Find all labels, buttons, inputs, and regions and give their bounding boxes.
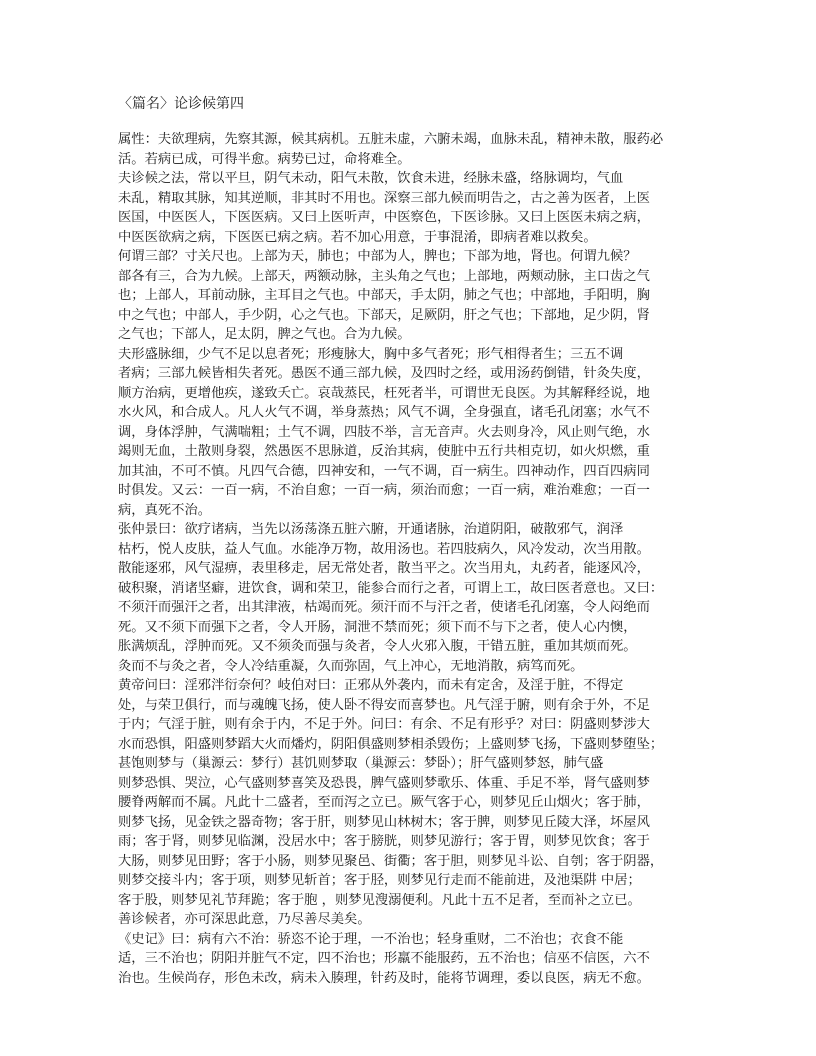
text-line: 善诊候者，亦可深思此意，乃尽善尽美矣。 (118, 912, 371, 927)
text-line: 夫形盛脉细，少气不足以息者死；形瘦脉大，胸中多气者死；形气相得者生；三五不调 (118, 346, 624, 362)
text-line: 甚饱则梦与（巢源云：梦行）甚饥则梦取（巢源云：梦卧）；肝气盛则梦怒，肺气盛 (118, 756, 604, 771)
document-page (118, 94, 698, 988)
text-line: 时俱发。又云：一百一病，不治自愈；一百一病，须治而愈；一百一病，难治难愈；一百一 (118, 483, 650, 498)
text-line: 处，与荣卫俱行，而与魂魄飞扬，使人卧不得安而喜梦也。凡气淫于腑，则有余于外，不足 (118, 697, 650, 713)
text-line: 胀满烦乱，浮肿而死。又不须灸而强与灸者，令人火邪入腹，干错五脏，重加其烦而死。 (118, 639, 637, 654)
text-line: 未乱，精取其脉，知其逆顺，非其时不用也。深察三部九候而明告之，古之善为医者，上医 (118, 190, 650, 206)
text-line: 中之气也；中部人，手少阴，心之气也。下部天，足厥阴，肝之气也；下部地，足少阴，肾 (118, 307, 650, 323)
text-line: 病，真死不治。 (118, 502, 212, 518)
text-line: 中医医欲病之病，下医医已病之病。若不加心用意，于事混淆，即病者难以救矣。 (118, 229, 597, 245)
text-line: 则梦交接斗内；客于项，则梦见斩首；客于胫，则梦见行走而不能前进，及池渠阱 中居； (118, 873, 641, 888)
text-line: 治也。生候尚存，形色未改，病未入腠理，针药及时，能将节调理，委以良医，病无不愈。 (118, 970, 650, 986)
text-line: 调，身体浮肿，气满喘粗；土气不调，四肢不举，言无音声。火去则身冷，风止则气绝，水 (118, 424, 650, 440)
text-line: 大肠，则梦见田野；客于小肠，则梦见聚邑、街衢；客于胆，则梦见斗讼、自刳；客于阴器， (118, 853, 664, 869)
text-line: 雨；客于肾，则梦见临渊，没居水中；客于膀胱，则梦见游行；客于胃，则梦见饮食；客于 (118, 834, 650, 849)
text-line: 活。若病已成，可得半愈。病势已过，命将难全。 (118, 151, 411, 167)
text-line: 顺方治病，更增他疾，遂致夭亡。哀哉蒸民，枉死者半，可谓世无良医。为其解释经说，地 (118, 385, 650, 401)
text-line: 黄帝问曰：淫邪泮衍奈何？岐伯对曰：正邪从外袭内，而未有定舍，及淫于脏，不得定 (118, 678, 624, 693)
chapter-heading: 〈篇名〉论诊候第四 (118, 96, 244, 112)
text-line: 枯朽，悦人皮肤，益人气血。水能净万物，故用汤也。若四肢病久，风冷发动，次当用散。 (118, 541, 650, 557)
text-line: 医国，中医医人，下医医病。又曰上医听声，中医察色，下医诊脉。又曰上医医未病之病， (118, 210, 650, 225)
text-line: 也；上部人，耳前动脉，主耳目之气也。中部天，手太阴，肺之气也；中部地，手阳明，胸 (118, 288, 650, 303)
text-line: 灸而不与灸之者，令人冷结重凝，久而弥固，气上冲心，无地消散，病笃而死。 (118, 658, 584, 674)
text-line: 之气也；下部人，足太阴，脾之气也。合为九候。 (118, 327, 411, 342)
text-line: 客于股，则梦见礼节拜跪；客于胞 ，则梦见溲溺便利。凡此十五不足者，至而补之立已。 (118, 892, 641, 908)
text-line: 破积聚，消诸坚癖，进饮食，调和荣卫，能参合而行之者，可谓上工，故曰医者意也。又曰： (118, 580, 664, 596)
text-line: 何谓三部？寸关尺也。上部为天，肺也；中部为人，脾也；下部为地，肾也。何谓九候？ (118, 249, 637, 264)
text-line: 夫诊候之法，常以平旦，阴气未动，阳气未散，饮食未进，经脉未盛，络脉调均，气血 (118, 171, 624, 186)
text-line: 张仲景曰：欲疗诸病，当先以汤荡涤五脏六腑，开通诸脉，治道阴阳，破散邪气，润泽 (118, 522, 624, 537)
text-line: 则梦飞扬，见金铁之器奇物；客于肝，则梦见山林树木；客于脾，则梦见丘陵大泽，坏屋风 (118, 814, 650, 830)
text-line: 水火风，和合成人。凡人火气不调，举身蒸热；风气不调，全身强直，诸毛孔闭塞；水气不 (118, 405, 650, 420)
text-line: 者病；三部九候皆相失者死。愚医不通三部九候，及四时之经，或用汤药倒错，针灸失度， (118, 366, 650, 381)
text-line: 适，三不治也；阴阳并脏气不定，四不治也；形羸不能服药，五不治也；信巫不信医，六不 (118, 951, 650, 966)
text-line: 不须汗而强汗之者，出其津液，枯竭而死。须汗而不与汗之者，使诸毛孔闭塞，令人闷绝而 (118, 600, 650, 615)
text-line: 水而恐惧，阳盛则梦蹈大火而燔灼，阴阳俱盛则梦相杀毁伤；上盛则梦飞扬，下盛则梦堕坠； (118, 736, 664, 752)
text-line: 加其油，不可不慎。凡四气合德，四神安和，一气不调，百一病生。四神动作，四百四病同 (118, 463, 650, 479)
text-line: 于内；气淫于脏，则有余于内，不足于外。问曰：有余、不足有形乎？对曰：阴盛则梦涉大 (118, 717, 650, 732)
text-line: 散能逐邪，风气湿痹，表里移走，居无常处者，散当平之。次当用丸，丸药者，能逐风冷， (118, 561, 650, 576)
text-line: 部各有三，合为九候。上部天，两额动脉，主头角之气也；上部地，两颊动脉，主口齿之气 (118, 268, 650, 284)
text-line: 腰脊两解而不属。凡此十二盛者，至而泻之立已。厥气客于心，则梦见丘山烟火；客于肺， (118, 795, 650, 810)
text-line: 则梦恐惧、哭泣，心气盛则梦喜笑及恐畏，脾气盛则梦歌乐、体重、手足不举，肾气盛则梦 (118, 775, 650, 791)
body-text (118, 130, 698, 988)
text-line: 《史记》曰：病有六不治：骄恣不论于理，一不治也；轻身重财，二不治也；衣食不能 (118, 931, 624, 947)
text-line: 竭则无血，土散则身裂，然愚医不思脉道，反治其病，使脏中五行共相克切，如火炽燃，重 (118, 444, 650, 459)
text-line: 属性：夫欲理病，先察其源，候其病机。五脏未虚，六腑未竭，血脉未乱，精神未散，服药必 (118, 132, 664, 147)
text-line: 死。又不须下而强下之者，令人开肠，洞泄不禁而死；须下而不与下之者，使人心内懊， (118, 619, 637, 635)
